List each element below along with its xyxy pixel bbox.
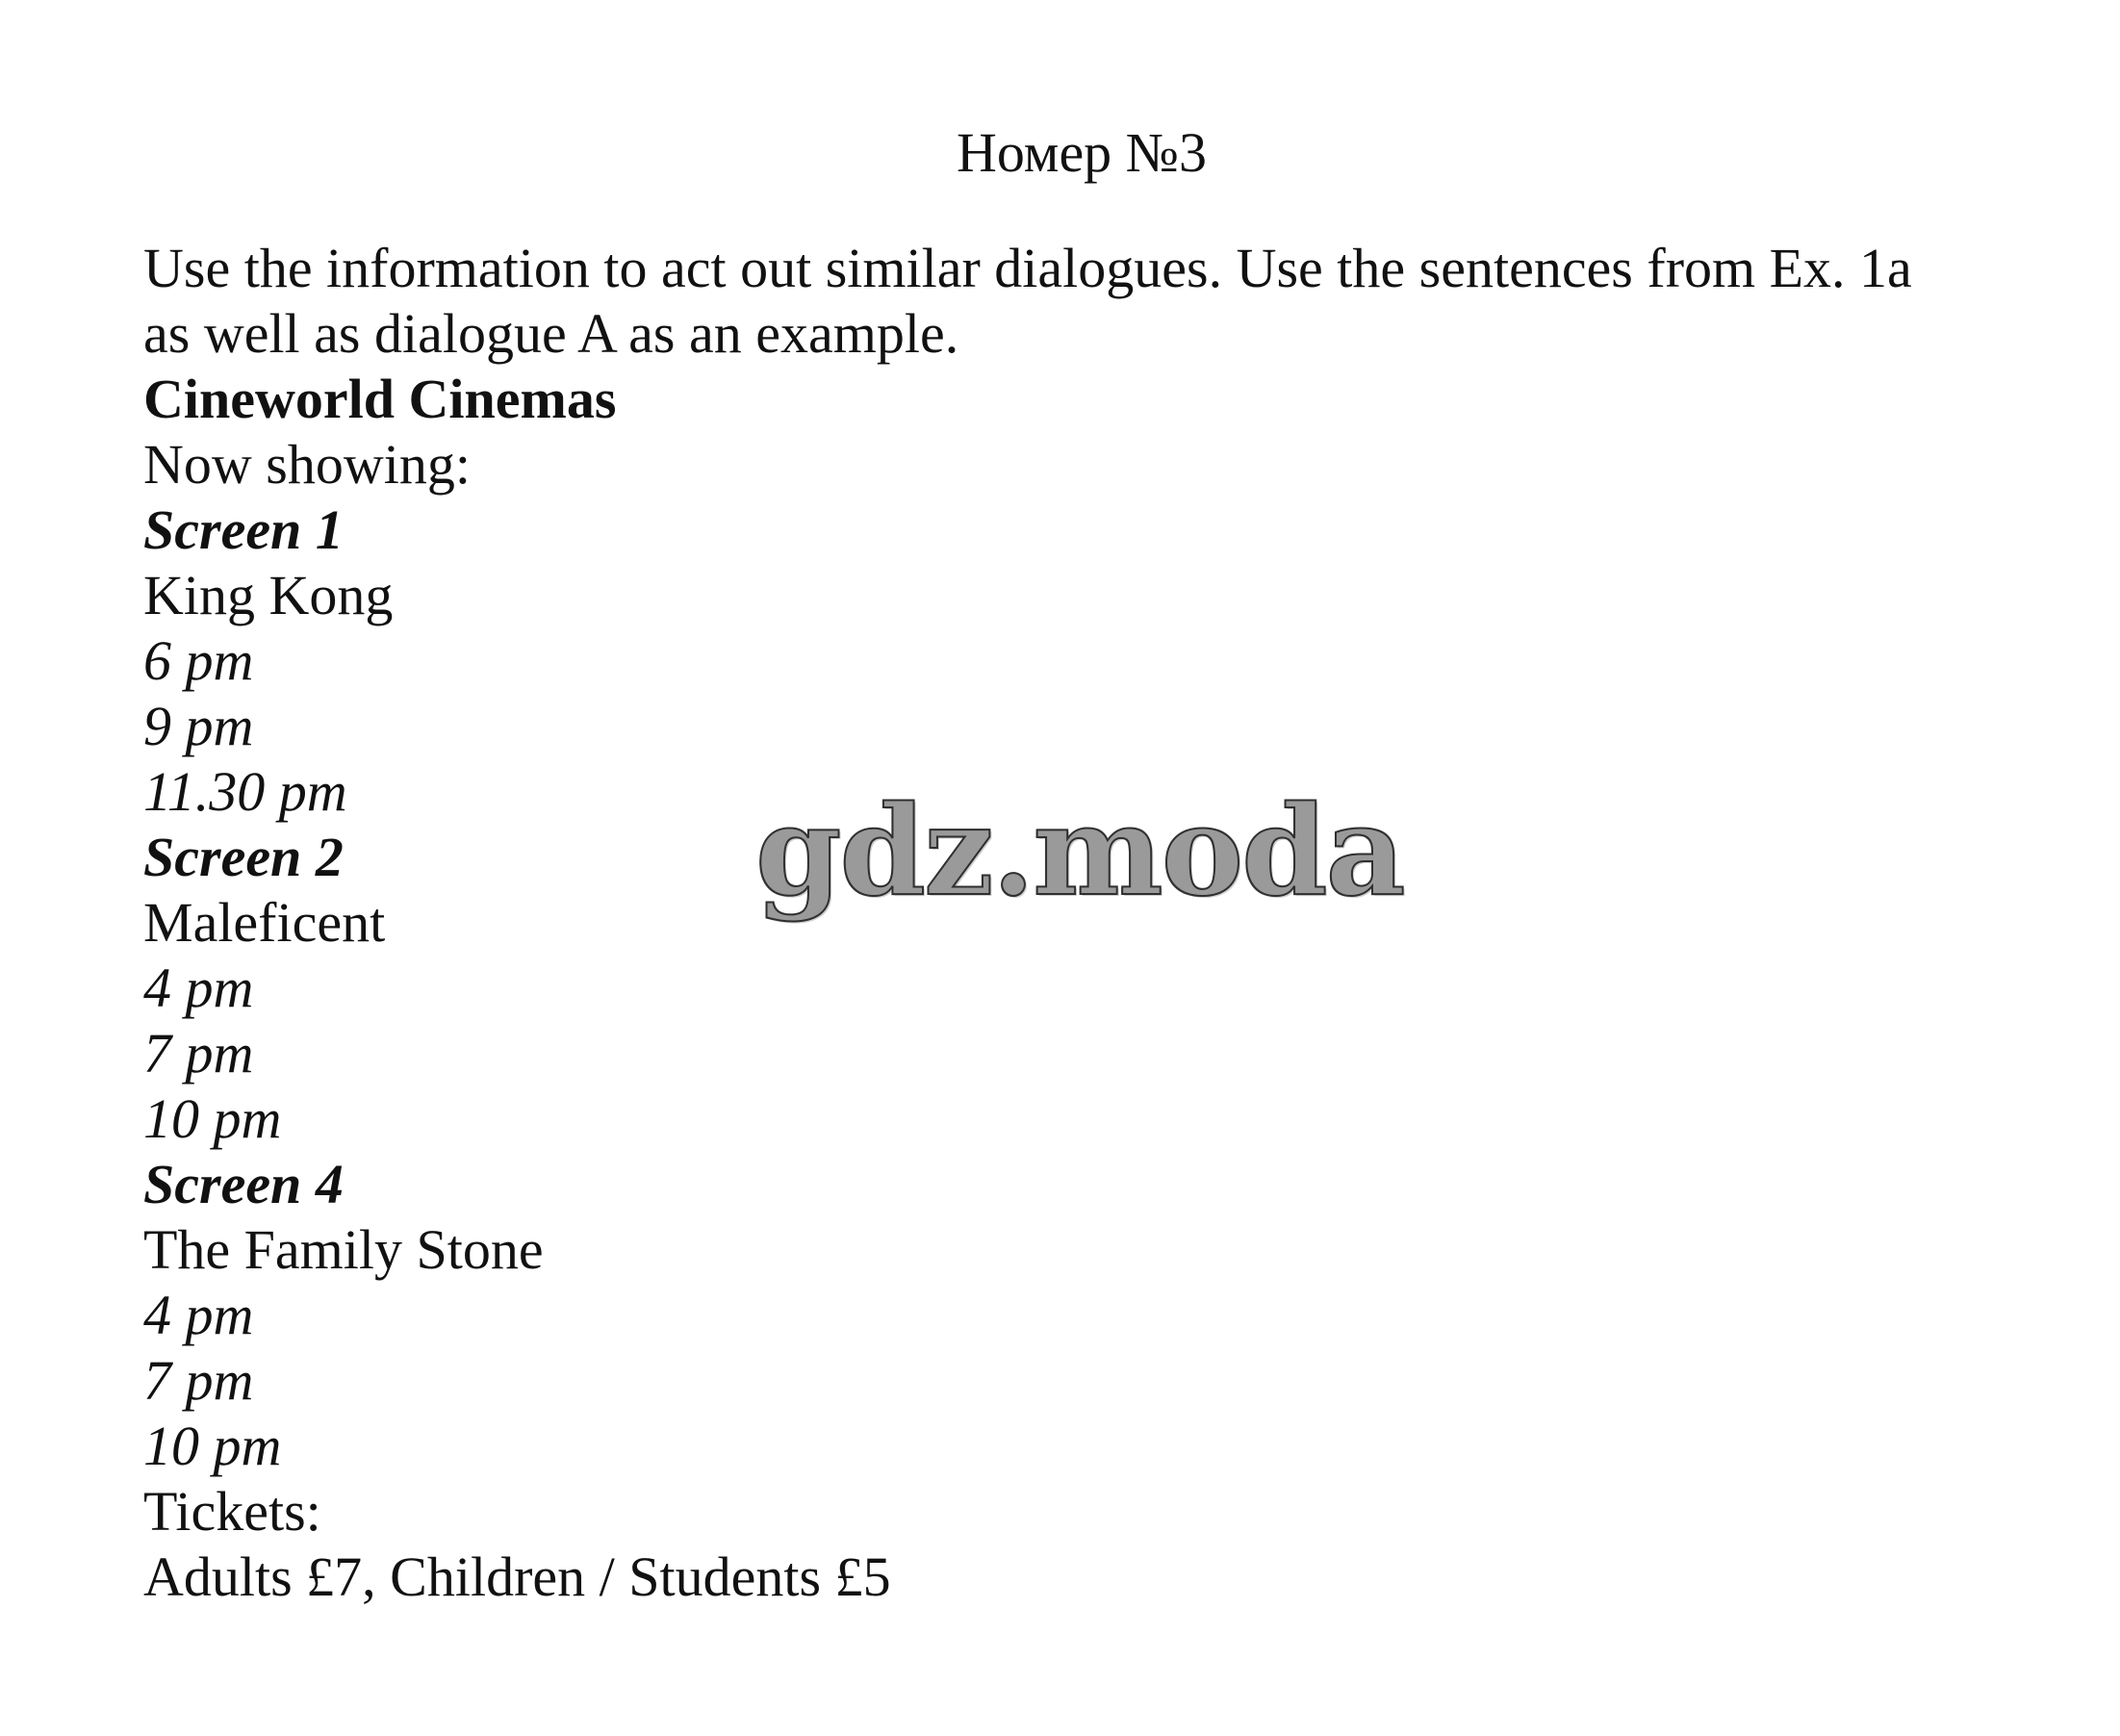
now-showing-label: Now showing: <box>143 433 471 496</box>
instruction-line-2: as well as dialogue A as an example. <box>143 302 959 365</box>
screen-2-time-3: 10 pm <box>143 1087 282 1150</box>
screen-1-time-3: 11.30 pm <box>143 760 347 823</box>
screen-2-time-1: 4 pm <box>143 957 254 1019</box>
screen-2-film: Maleficent <box>143 891 386 954</box>
screen-1-time-1: 6 pm <box>143 629 254 692</box>
watermark-logo: gdz.moda <box>755 779 1404 924</box>
page-title: Номер №3 <box>956 121 1208 184</box>
screen-4-label: Screen 4 <box>143 1153 344 1215</box>
screen-2-label: Screen 2 <box>143 826 344 888</box>
tickets-label: Tickets: <box>143 1480 321 1543</box>
cinema-name: Cineworld Cinemas <box>143 368 617 430</box>
screen-1-time-2: 9 pm <box>143 695 254 757</box>
screen-4-film: The Family Stone <box>143 1218 544 1281</box>
screen-4-time-2: 7 pm <box>143 1349 254 1412</box>
screen-4-time-3: 10 pm <box>143 1415 282 1477</box>
screen-4-time-1: 4 pm <box>143 1284 254 1346</box>
screen-1-label: Screen 1 <box>143 498 344 561</box>
screen-1-film: King Kong <box>143 564 394 626</box>
ticket-prices: Adults £7, Children / Students £5 <box>143 1545 891 1608</box>
screen-2-time-2: 7 pm <box>143 1022 254 1085</box>
instruction-line-1: Use the information to act out similar dialogues. Use the sentences from Ex. 1a <box>143 237 1912 299</box>
